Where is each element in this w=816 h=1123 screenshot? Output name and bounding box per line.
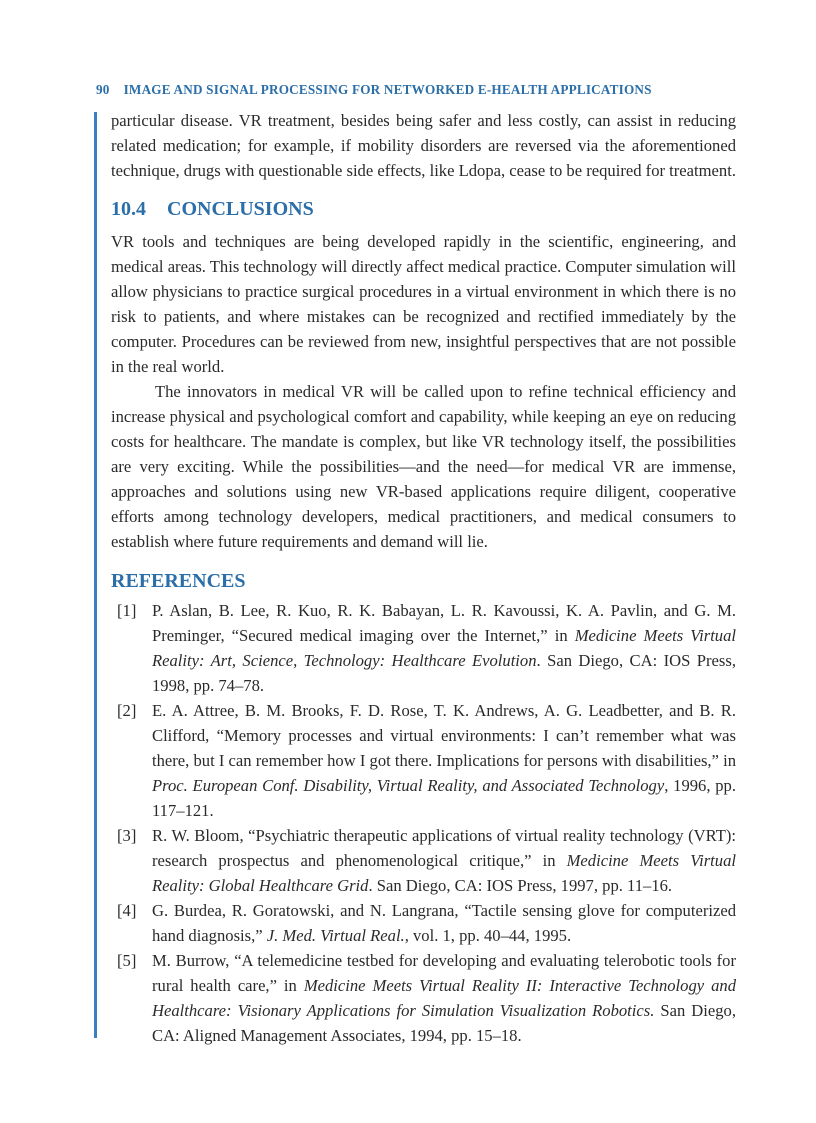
reference-text: R. W. Bloom, “Psychiatric therapeutic applications of virtual reality technology (VRT): research prospectus and phenomenological critique,” in Medicine Meets Virtual Reality: Global Healthcare Grid. San Diego, CA: IOS Press, 1997, pp. 11–16.	[152, 826, 736, 895]
reference-text: M. Burrow, “A telemedicine testbed for developing and evaluating telerobotic tools for rural health care,” in Medicine Meets Virtual Reality II: Interactive Technology and Healthcare: Visionary Applications for Simulation Visualization Robotics. San Diego, CA: Aligned Management Associates, 1994, pp. 15–18.	[152, 951, 736, 1045]
reference-source: Medicine Meets Virtual Reality: Art, Science, Technology: Healthcare Evolution	[152, 626, 737, 670]
page-number: 90	[96, 82, 110, 97]
section-number: 10.4	[111, 198, 146, 220]
reference-label: [1]	[117, 601, 137, 620]
reference-source: Medicine Meets Virtual Reality: Global Healthcare Grid	[152, 851, 736, 895]
reference-source: J. Med. Virtual Real.	[266, 926, 405, 945]
reference-label: [3]	[117, 826, 137, 845]
section-paragraph: The innovators in medical VR will be called upon to refine technical efficiency and increase physical and psychological comfort and capability, while keeping an eye on reducing costs for healthcare. The mandate is complex, but like VR technology itself, the possibilities are very exciting. While the possibilities—and the need—for medical VR are immense, approaches and solutions using new VR-based applications require diligent, cooperative efforts among technology developers, medical practitioners, and medical consumers to establish where future requirements and demand will lie.	[111, 382, 736, 551]
reference-item	[111, 698, 736, 823]
section-title: CONCLUSIONS	[167, 198, 314, 220]
reference-text: E. A. Attree, B. M. Brooks, F. D. Rose, T. K. Andrews, A. G. Leadbetter, and B. R. Clifford, “Memory processes and virtual environments: I can’t remember what was there, but I can remember how I got there. Implications for persons with disabilities,” in Proc. European Conf. Disability, Virtual Reality, and Associated Technology, 1996, pp. 117–121.	[152, 701, 736, 820]
page-body	[111, 108, 736, 1048]
running-head-title: IMAGE AND SIGNAL PROCESSING FOR NETWORKED E-HEALTH APPLICATIONS	[123, 82, 652, 97]
reference-source: Proc. European Conf. Disability, Virtual Reality, and Associated Technology	[152, 776, 665, 795]
reference-label: [2]	[117, 701, 137, 720]
reference-item	[111, 948, 736, 1048]
reference-label: [5]	[117, 951, 137, 970]
reference-item	[111, 898, 736, 948]
margin-rule	[94, 112, 97, 1038]
section-paragraph: VR tools and techniques are being developed rapidly in the scientific, engineering, and medical areas. This technology will directly affect medical practice. Computer simulation will allow physicians to practice surgical procedures in a virtual environment in which there is no risk to patients, and where mistakes can be recognized and rectified immediately by the computer. Procedures can be reviewed from new, insightful perspectives that are not possible in the real world.	[111, 232, 736, 376]
intro-paragraph: particular disease. VR treatment, besides being safer and less costly, can assist in reducing related medication; for example, if mobility disorders are reversed via the aforementioned technique, drugs with questionable side effects, like Ldopa, cease to be required for treatment.	[111, 111, 736, 180]
running-head	[96, 82, 756, 98]
reference-text: P. Aslan, B. Lee, R. Kuo, R. K. Babayan, L. R. Kavoussi, K. A. Pavlin, and G. M. Preminger, “Secured medical imaging over the Internet,” in Medicine Meets Virtual Reality: Art, Science, Technology: Healthcare Evolution. San Diego, CA: IOS Press, 1998, pp. 74–78.	[152, 601, 737, 695]
section-heading	[111, 197, 736, 221]
reference-source: Medicine Meets Virtual Reality II: Interactive Technology and Healthcare: Visionary Applications for Simulation Visualization Robotics.	[152, 976, 736, 1020]
reference-item	[111, 598, 736, 698]
references-heading: REFERENCES	[111, 570, 246, 592]
reference-label: [4]	[117, 901, 137, 920]
reference-text: G. Burdea, R. Goratowski, and N. Langrana, “Tactile sensing glove for computerized hand diagnosis,” J. Med. Virtual Real., vol. 1, pp. 40–44, 1995.	[152, 901, 736, 945]
reference-item	[111, 823, 736, 898]
reference-list	[111, 598, 736, 1048]
